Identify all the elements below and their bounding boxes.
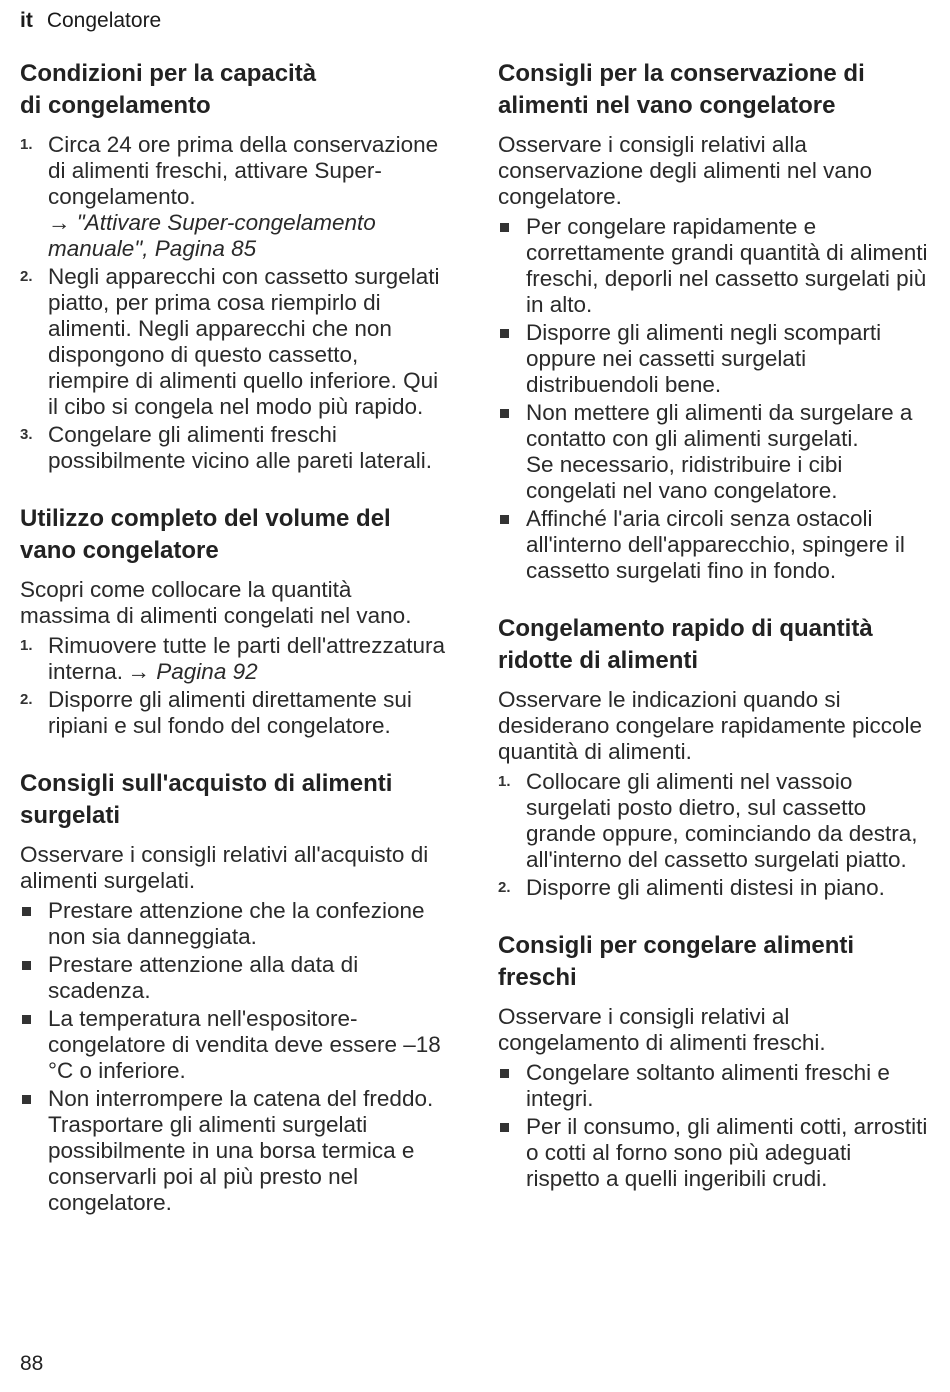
section-intro: Osservare i consigli relativi al congelamento di alimenti freschi. bbox=[498, 1004, 826, 1055]
section-heading: Consigli per congelare alimenti freschi bbox=[498, 932, 855, 991]
step-number: 1. bbox=[20, 136, 33, 153]
list-item: Disporre gli alimenti negli scomparti oppure nei cassetti surgelati distribuendoli bene. bbox=[498, 320, 930, 398]
square-bullet-icon bbox=[22, 1015, 31, 1024]
list-item bbox=[20, 633, 445, 685]
section-heading: Consigli sull'acquisto di alimenti surgelati bbox=[20, 770, 393, 829]
list-item: Prestare attenzione che la confezione non sia danneggiata. bbox=[20, 898, 445, 950]
list-item: Per congelare rapidamente e correttamente grandi quantità di alimenti freschi, deporli nel cassetto surgelati più in alto. bbox=[498, 214, 930, 318]
list-item bbox=[20, 422, 445, 474]
square-bullet-icon bbox=[500, 409, 509, 418]
step-text: Negli apparecchi con cassetto surgelati piatto, per prima cosa riempirlo di alimenti. Negli apparecchi che non dispongono di questo cassetto, riempire di alimenti quello inferiore. Qui il cibo si congela nel modo più rapido. bbox=[48, 264, 440, 419]
section-heading: Utilizzo completo del volume del vano congelatore bbox=[20, 505, 391, 564]
bullet-list bbox=[498, 1060, 930, 1192]
bullet-list bbox=[498, 214, 930, 584]
list-item bbox=[20, 264, 445, 420]
numbered-list bbox=[498, 769, 930, 901]
section-intro: Osservare i consigli relativi alla conservazione degli alimenti nel vano congelatore. bbox=[498, 132, 872, 209]
section-intro: Osservare i consigli relativi all'acquisto di alimenti surgelati. bbox=[20, 842, 429, 893]
section-freezing-capacity bbox=[20, 58, 445, 474]
bullet-list bbox=[20, 898, 445, 1216]
step-number: 1. bbox=[20, 637, 33, 654]
section-intro: Osservare le indicazioni quando si desiderano congelare rapidamente piccole quantità di alimenti. bbox=[498, 687, 923, 764]
section-heading: Condizioni per la capacità di congelamento bbox=[20, 60, 317, 119]
list-item bbox=[20, 687, 445, 739]
section-heading: Consigli per la conservazione di alimenti nel vano congelatore bbox=[498, 60, 865, 119]
step-number: 2. bbox=[20, 268, 33, 285]
square-bullet-icon bbox=[22, 1095, 31, 1104]
step-number: 2. bbox=[20, 691, 33, 708]
section-buying-frozen-food bbox=[20, 768, 445, 1216]
list-item bbox=[498, 875, 930, 901]
square-bullet-icon bbox=[500, 329, 509, 338]
page-number: 88 bbox=[20, 1352, 44, 1375]
step-text: Circa 24 ore prima della conservazione di alimenti freschi, attivare Super-congelamento. bbox=[48, 132, 439, 209]
square-bullet-icon bbox=[500, 1123, 509, 1132]
step-text: Rimuovere tutte le parti dell'attrezzatura interna. bbox=[48, 633, 445, 684]
left-column bbox=[20, 58, 445, 1245]
list-item-note: Se necessario, ridistribuire i cibi congelati nel vano congelatore. bbox=[526, 452, 843, 503]
square-bullet-icon bbox=[500, 515, 509, 524]
step-text: Congelare gli alimenti freschi possibilmente vicino alle pareti laterali. bbox=[48, 422, 432, 473]
running-header bbox=[20, 9, 161, 33]
step-text: Disporre gli alimenti distesi in piano. bbox=[526, 875, 885, 900]
section-quick-freezing bbox=[498, 613, 930, 901]
list-item: Affinché l'aria circoli senza ostacoli all'interno dell'apparecchio, spingere il cassetto surgelati fino in fondo. bbox=[498, 506, 930, 584]
step-number: 3. bbox=[20, 426, 33, 443]
right-column bbox=[498, 58, 930, 1221]
section-intro: Scopri come collocare la quantità massima di alimenti congelati nel vano. bbox=[20, 577, 412, 628]
square-bullet-icon bbox=[22, 961, 31, 970]
numbered-list bbox=[20, 633, 445, 739]
section-storage-tips bbox=[498, 58, 930, 584]
step-text: Collocare gli alimenti nel vassoio surgelati posto dietro, sul cassetto grande oppure, cominciando da destra, all'interno del cassetto surgelati piatto. bbox=[526, 769, 918, 872]
cross-reference-link[interactable]: → Pagina 92 bbox=[127, 659, 258, 684]
step-number: 2. bbox=[498, 879, 511, 896]
square-bullet-icon bbox=[22, 907, 31, 916]
square-bullet-icon bbox=[500, 1069, 509, 1078]
square-bullet-icon bbox=[500, 223, 509, 232]
list-item: Non mettere gli alimenti da surgelare a contatto con gli alimenti surgelati. Se necessario, ridistribuire i cibi congelati nel vano congelatore. bbox=[498, 400, 930, 504]
list-item: La temperatura nell'espositore-congelatore di vendita deve essere –18 °C o inferiore. bbox=[20, 1006, 445, 1084]
list-item: Congelare soltanto alimenti freschi e integri. bbox=[498, 1060, 930, 1112]
section-full-volume bbox=[20, 503, 445, 739]
list-item bbox=[498, 769, 930, 873]
step-text: Disporre gli alimenti direttamente sui ripiani e sul fondo del congelatore. bbox=[48, 687, 412, 738]
step-number: 1. bbox=[498, 773, 511, 790]
chapter-title: Congelatore bbox=[46, 9, 162, 32]
list-item: Non interrompere la catena del freddo. Trasportare gli alimenti surgelati possibilmente in una borsa termica e conservarli poi al più presto nel congelatore. bbox=[20, 1086, 445, 1216]
section-fresh-food-tips bbox=[498, 930, 930, 1192]
list-item bbox=[20, 132, 445, 262]
cross-reference-link[interactable]: → "Attivare Super-congelamento manuale", Pagina 85 bbox=[48, 210, 376, 261]
numbered-list bbox=[20, 132, 445, 474]
list-item: Prestare attenzione alla data di scadenza. bbox=[20, 952, 445, 1004]
list-item: Per il consumo, gli alimenti cotti, arrostiti o cotti al forno sono più adeguati rispetto a quelli ingeribili crudi. bbox=[498, 1114, 930, 1192]
language-code: it bbox=[20, 9, 33, 32]
section-heading: Congelamento rapido di quantità ridotte di alimenti bbox=[498, 615, 873, 674]
